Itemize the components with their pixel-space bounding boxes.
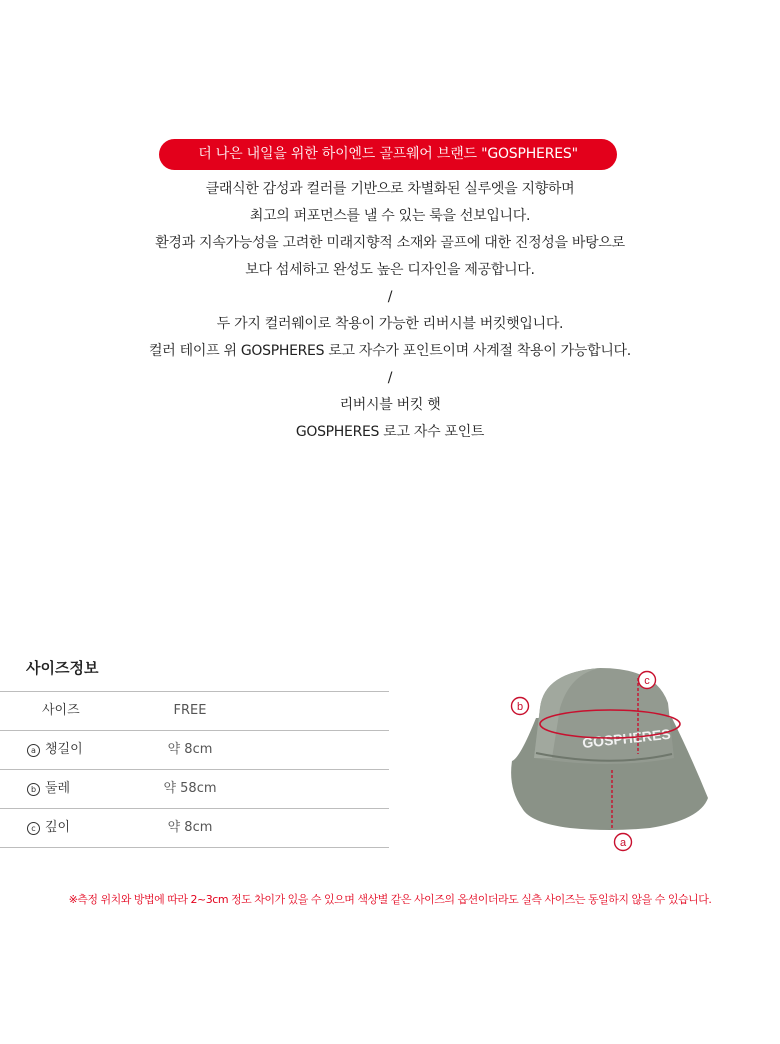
description-line: 보다 섬세하고 완성도 높은 디자인을 제공합니다. xyxy=(245,262,535,278)
measurement-notice: ※측정 위치와 방법에 따라 2~3cm 정도 차이가 있을 수 있으며 색상별 같은 사이즈의 옵션이더라도 실측 사이즈는 동일하지 않을 수 있습니다. xyxy=(68,893,712,906)
marker-b-icon xyxy=(512,698,529,715)
description-line: 클래식한 감성과 컬러를 기반으로 차별화된 실루엣을 지향하며 xyxy=(205,181,575,197)
size-table xyxy=(0,691,389,848)
size-label-text: 깊이 xyxy=(45,820,71,835)
bucket-hat-diagram xyxy=(500,658,720,858)
description-line: 환경과 지속가능성을 고려한 미래지향적 소재와 골프에 대한 진정성을 바탕으로 xyxy=(155,235,625,251)
marker-b-icon: b xyxy=(27,783,40,796)
marker-a-icon: a xyxy=(27,744,40,757)
brand-badge: 더 나은 내일을 위한 하이엔드 골프웨어 브랜드 "GOSPHERES" xyxy=(159,139,617,170)
size-label-text: 챙길이 xyxy=(45,742,83,757)
table-row xyxy=(0,770,389,809)
marker-c-icon xyxy=(639,672,656,689)
description-line: 두 가지 컬러웨이로 착용이 가능한 리버시블 버킷햇입니다. xyxy=(216,316,564,332)
description-line: 리버시블 버킷 햇 xyxy=(339,397,441,413)
size-header-label: 사이즈 xyxy=(42,703,80,718)
size-label-brim xyxy=(27,731,83,769)
svg-text:c: c xyxy=(644,675,650,687)
svg-text:b: b xyxy=(516,701,524,713)
size-header-value: FREE xyxy=(173,703,207,718)
size-value: 약 8cm xyxy=(167,742,213,757)
marker-c-icon: c xyxy=(27,822,40,835)
size-value: 약 58cm xyxy=(163,781,217,796)
size-info-title: 사이즈정보 xyxy=(26,659,99,677)
description-divider: / xyxy=(387,370,393,386)
size-value: 약 8cm xyxy=(167,820,213,835)
product-description xyxy=(0,176,780,446)
hat-logo-text: GOSPHERES xyxy=(581,725,672,751)
description-line: GOSPHERES 로고 자수 포인트 xyxy=(295,424,485,440)
table-row xyxy=(0,809,389,848)
description-divider: / xyxy=(387,289,393,305)
size-table-header xyxy=(0,692,389,731)
svg-text:a: a xyxy=(619,837,627,849)
marker-a-icon xyxy=(615,834,632,851)
table-row xyxy=(0,731,389,770)
size-label-text: 둘레 xyxy=(45,781,71,796)
description-line: 최고의 퍼포먼스를 낼 수 있는 룩을 선보입니다. xyxy=(249,208,531,224)
size-label-circumference xyxy=(27,770,70,808)
description-line: 컬러 테이프 위 GOSPHERES 로고 자수가 포인트이며 사계절 착용이 가능합니다. xyxy=(149,343,631,359)
size-label-depth xyxy=(27,809,70,847)
